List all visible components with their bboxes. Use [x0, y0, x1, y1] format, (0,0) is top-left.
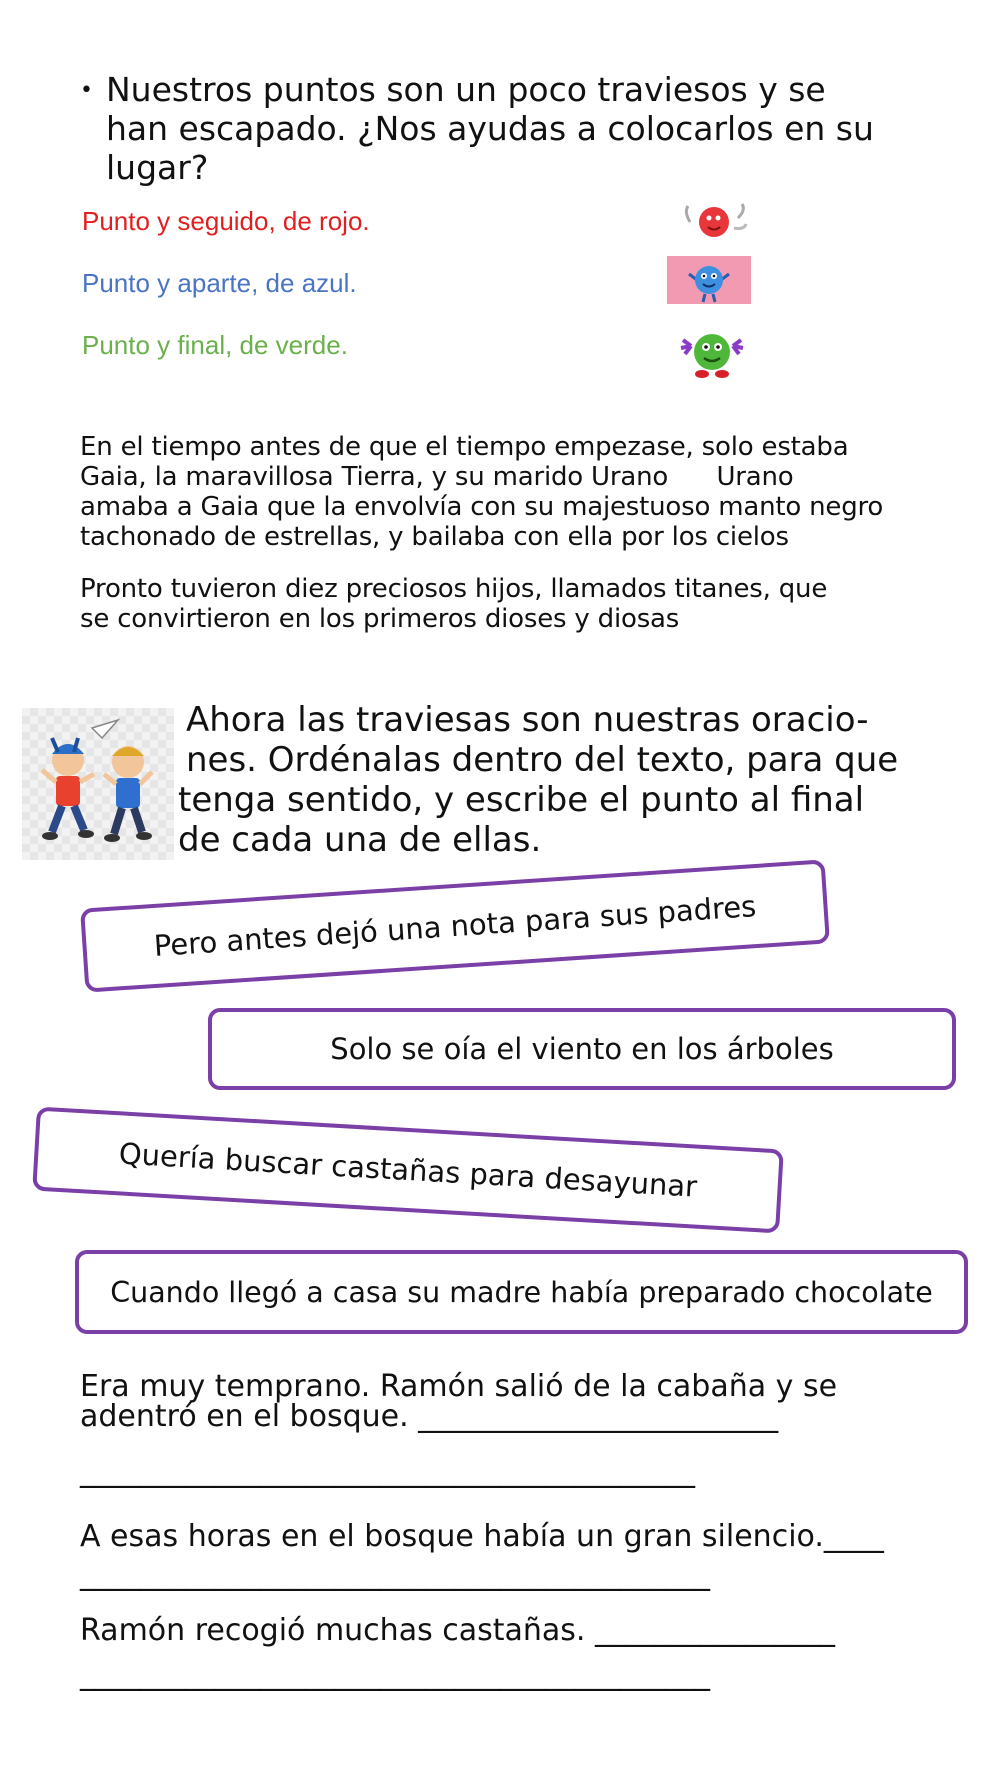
intro-line-1: Nuestros puntos son un poco traviesos y se — [106, 70, 826, 109]
legend-blue-label: Punto y aparte, de azul. — [82, 268, 357, 298]
legend-red-label: Punto y seguido, de rojo. — [82, 206, 370, 236]
story-line: tachonado de estrellas, y bailaba con ella por los cielos — [80, 522, 789, 552]
instruction-line: Ahora las traviesas son nuestras oracio- — [186, 700, 869, 740]
sentence-card-4[interactable]: Cuando llegó a casa su madre había preparado chocolate — [75, 1250, 968, 1334]
instruction-line: nes. Ordénalas dentro del texto, para que — [186, 740, 899, 780]
green-dot-character-icon[interactable] — [677, 328, 747, 380]
exercise-blank-line-2[interactable]: __________________________________________ — [80, 1557, 710, 1592]
legend-green-label: Punto y final, de verde. — [82, 330, 348, 360]
blue-dot-character-icon[interactable] — [667, 256, 751, 304]
exercise-line-2[interactable]: adentró en el bosque. ________________________ — [80, 1399, 779, 1434]
exercise-line-1: Era muy temprano. Ramón salió de la cabaña y se — [80, 1369, 838, 1404]
story-paragraph-1 — [80, 432, 920, 552]
story-line: Gaia, la maravillosa Tierra, y su marido Urano Urano — [80, 462, 794, 492]
sentence-card-2[interactable]: Solo se oía el viento en los árboles — [208, 1008, 956, 1090]
instruction-line: de cada una de ellas. — [178, 820, 542, 860]
exercise-line-4[interactable]: Ramón recogió muchas castañas. ________________ — [80, 1613, 835, 1648]
kids-illustration — [22, 708, 174, 860]
intro-line-2: han escapado. ¿Nos ayudas a colocarlos en su — [106, 109, 874, 148]
bullet-point: • — [80, 78, 93, 103]
story-line: Pronto tuvieron diez preciosos hijos, llamados titanes, que — [80, 574, 828, 604]
story-line: amaba a Gaia que la envolvía con su majestuoso manto negro — [80, 492, 884, 522]
story-line: En el tiempo antes de que el tiempo empezase, solo estaba — [80, 432, 849, 462]
red-dot-character-icon[interactable] — [680, 198, 750, 244]
instruction-line: tenga sentido, y escribe el punto al final — [178, 780, 865, 820]
sentence-card-1[interactable]: Pero antes dejó una nota para sus padres — [80, 859, 830, 992]
sentence-card-3[interactable]: Quería buscar castañas para desayunar — [32, 1107, 784, 1234]
exercise-line-3[interactable]: A esas horas en el bosque había un gran silencio.____ — [80, 1519, 884, 1554]
intro-line-3: lugar? — [106, 148, 209, 187]
instruction-text — [178, 700, 938, 860]
intro-heading — [106, 70, 906, 187]
exercise-blank-line-3[interactable]: __________________________________________ — [80, 1657, 710, 1692]
story-paragraph-2 — [80, 574, 920, 634]
story-line: se convirtieron en los primeros dioses y diosas — [80, 604, 680, 634]
exercise-blank-line-1[interactable]: _________________________________________ — [80, 1454, 695, 1489]
